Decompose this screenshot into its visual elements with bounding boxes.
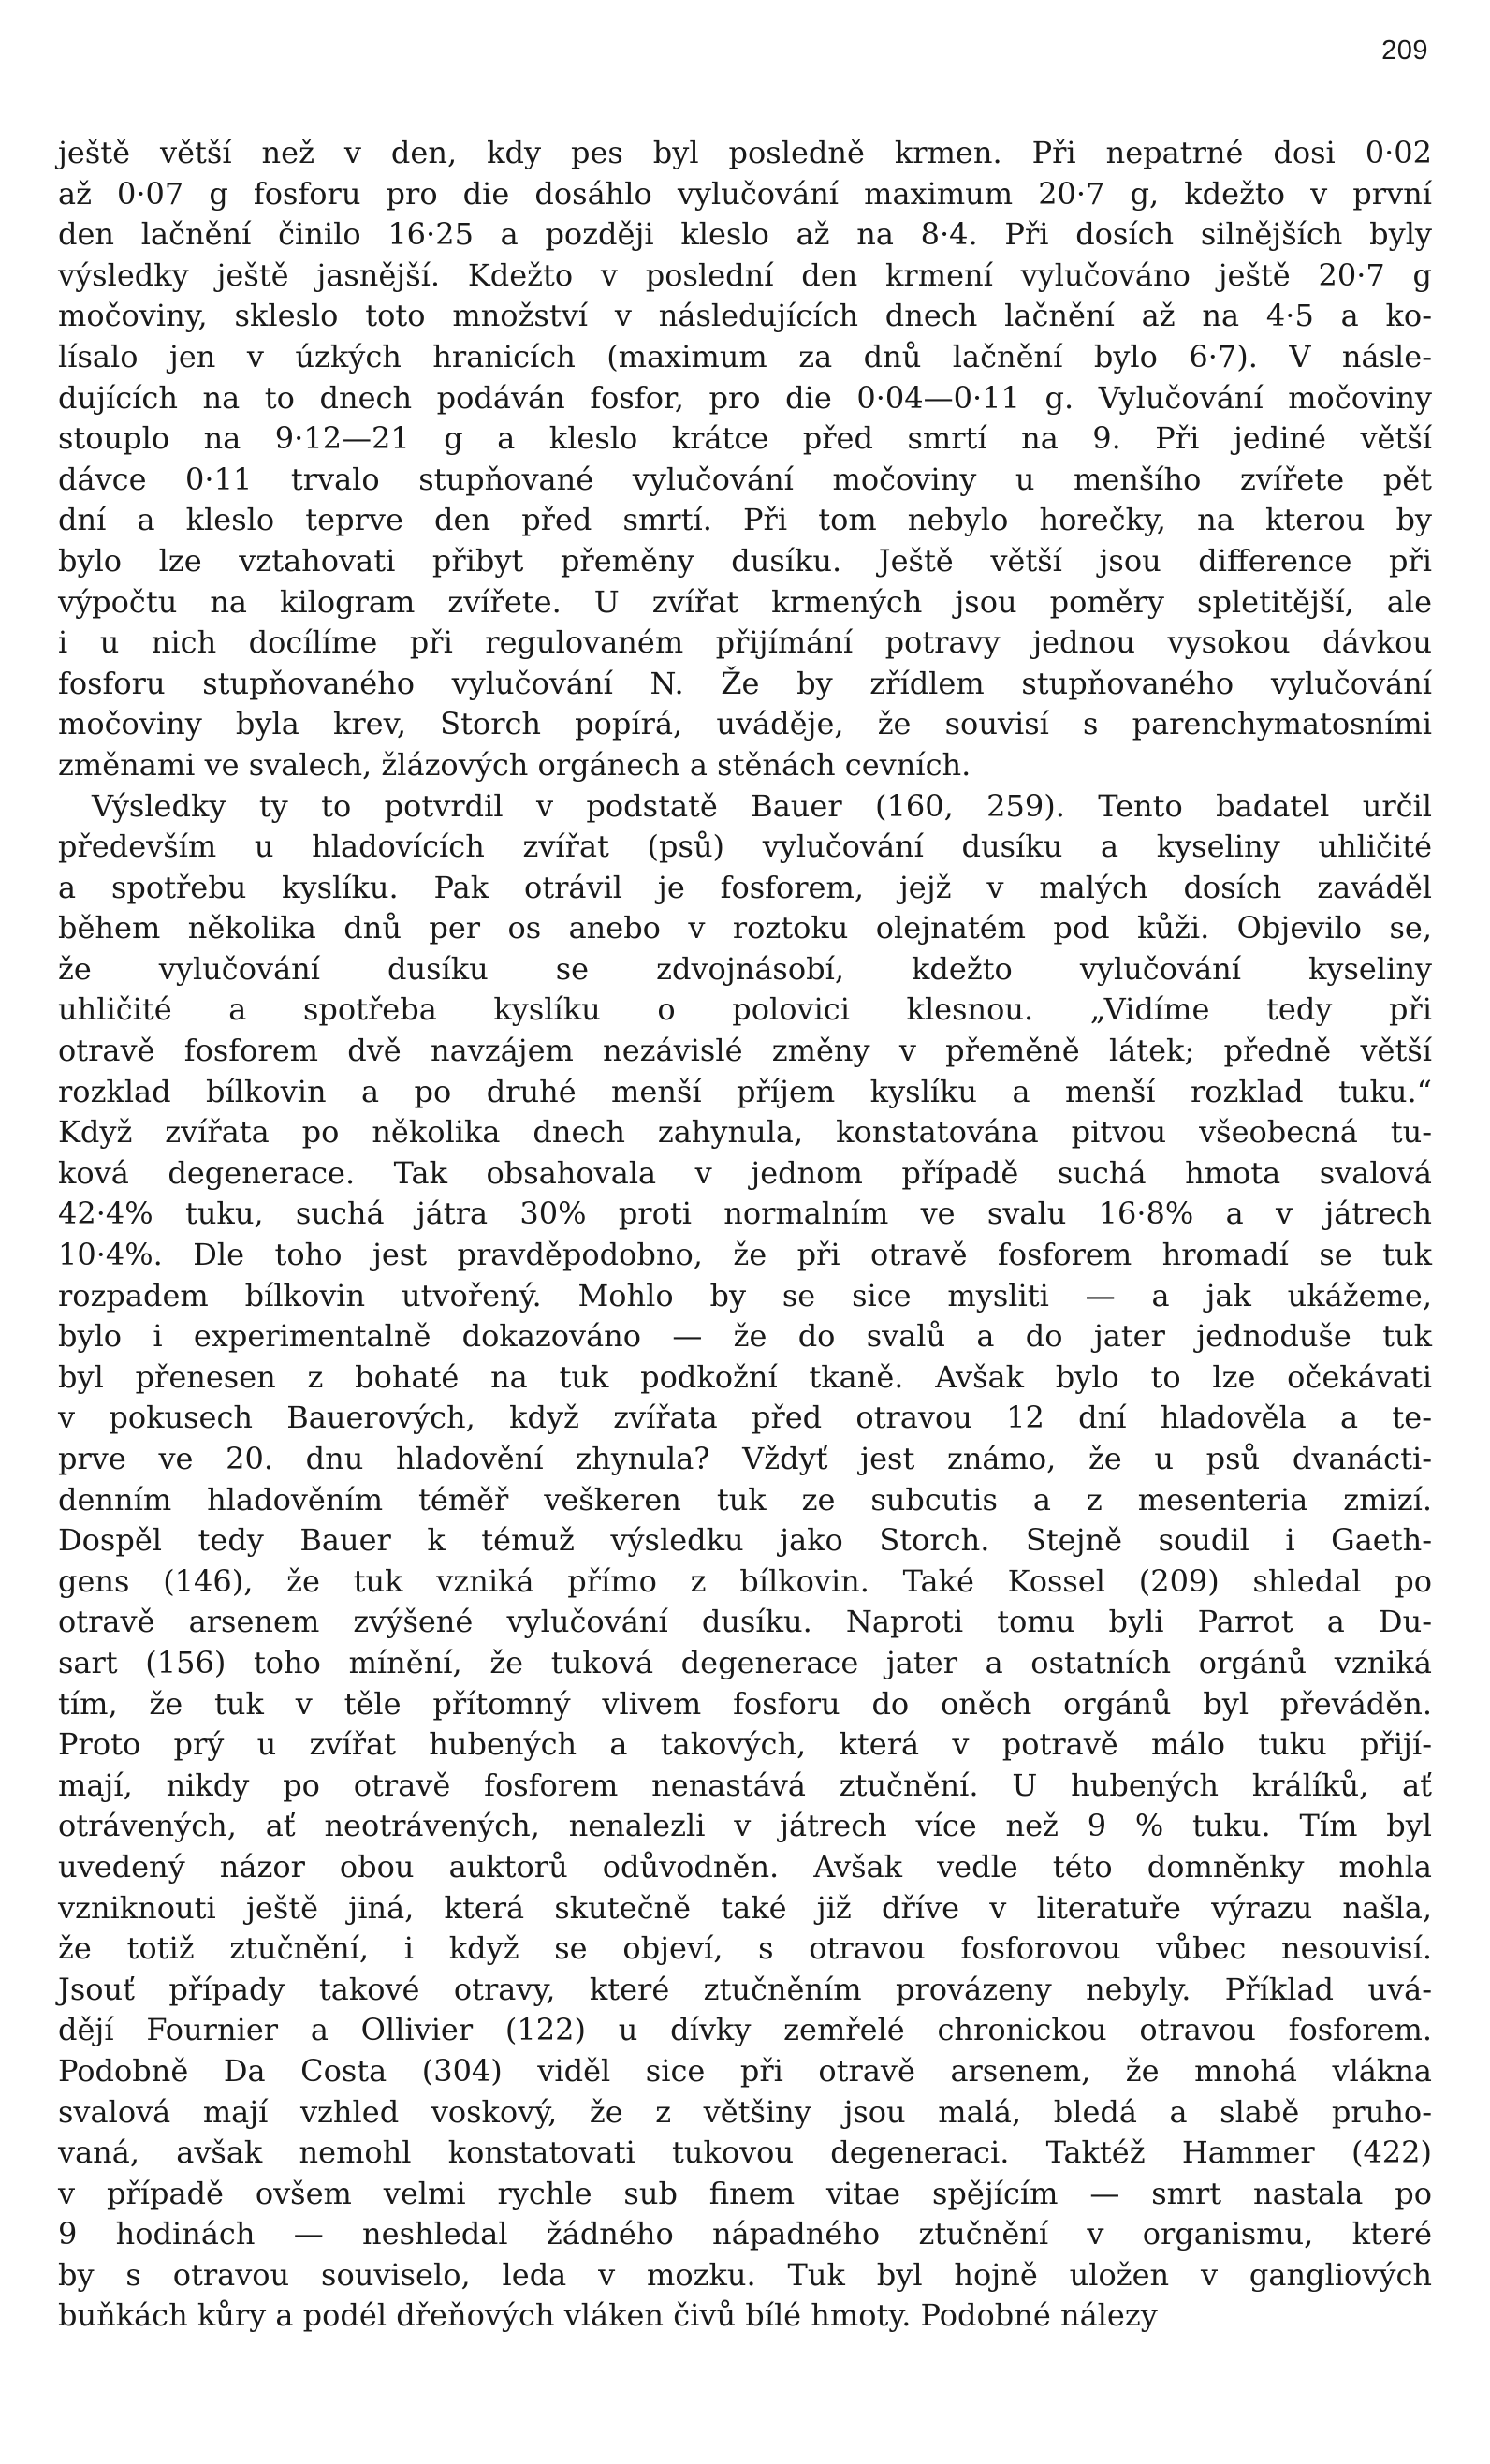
text-line: výpočtu na kilogram zvířete. U zvířat krmených jsou poměry spletitější, ale [58,583,1432,620]
text-line: 9 hodinách — neshledal žádného nápadného ztučnění v organismu, které [58,2216,1432,2252]
text-line: že vylučování dusíku se zdvojnásobí, kdežto vylučování kyseliny [58,950,1432,987]
text-line: změnami ve svalech, žlázových orgánech a stěnách cevních. [58,746,971,783]
text-line: výsledky ještě jasnější. Kdežto v poslední den krmení vylučováno ještě 20·7 g [58,257,1432,293]
text-line: otravě fosforem dvě navzájem nezávislé změny v přeměně látek; předně větší [58,1033,1432,1069]
text-line: v případě ovšem velmi rychle sub finem vitae spějícím — smrt nastala po [58,2175,1432,2211]
text-line: Podobně Da Costa (304) viděl sice při otravě arsenem, že mnohá vlákna [58,2052,1432,2089]
text-line: ková degenerace. Tak obsahovala v jednom případě suchá hmota svalová [58,1154,1432,1191]
text-line: Jsouť případy takové otravy, které ztučněním provázeny nebyly. Příklad uvá- [58,1971,1432,2007]
text-line: stouplo na 9·12—21 g a kleslo krátce před smrtí na 9. Při jediné větší [58,420,1432,457]
text-line: Výsledky ty to potvrdil v podstatě Bauer (160, 259). Tento badatel určil [92,787,1432,824]
text-line: až 0·07 g fosforu pro die dosáhlo vylučování maximum 20·7 g, kdežto v první [58,175,1432,212]
text-line: uvedený názor obou auktorů odůvodněn. Avšak vedle této domněnky mohla [58,1848,1432,1885]
text-line: že totiž ztučnění, i když se objeví, s otravou fosforovou vůbec nesouvisí. [58,1930,1432,1967]
text-line: rozklad bílkovin a po druhé menší příjem kyslíku a menší rozklad tuku.“ [58,1073,1432,1109]
text-line: uhličité a spotřeba kyslíku o polovici klesnou. „Vidíme tedy při [58,991,1432,1028]
text-line: Proto prý u zvířat hubených a takových, která v potravě málo tuku přijí- [58,1726,1432,1763]
text-line: sart (156) toho mínění, že tuková degenerace jater a ostatních orgánů vzniká [58,1644,1432,1680]
text-line: byl přenesen z bohaté na tuk podkožní tkaně. Avšak bylo to lze očekávati [58,1358,1432,1395]
body-text [58,133,1432,2337]
text-line: Když zvířata po několika dnech zahynula, konstatována pitvou všeobecná tu- [58,1114,1432,1151]
text-line: především u hladovících zvířat (psů) vylučování dusíku a kyseliny uhličité [58,829,1432,865]
text-line: močoviny, skleslo toto množství v následujících dnech lačnění až na 4·5 a ko- [58,298,1432,334]
text-line: vzniknouti ještě jiná, která skutečně také již dříve v literatuře výrazu našla, [58,1889,1432,1926]
text-line: otravě arsenem zvýšené vylučování dusíku. Naproti tomu byli Parrot a Du- [58,1604,1432,1640]
text-line: vaná, avšak nemohl konstatovati tukovou degeneraci. Taktéž Hammer (422) [58,2134,1432,2171]
text-line: a spotřebu kyslíku. Pak otrávil je fosforem, jejž v malých dosích zaváděl [58,869,1432,905]
text-line: i u nich docílíme při regulovaném přijímání potravy jednou vysokou dávkou [58,624,1432,661]
text-line: by s otravou souviselo, leda v mozku. Tuk byl hojně uložen v gangliových [58,2256,1432,2293]
text-line: dujících na to dnech podáván fosfor, pro die 0·04—0·11 g. Vylučování močoviny [58,379,1432,416]
text-line: gens (146), že tuk vzniká přímo z bílkovin. Také Kossel (209) shledal po [58,1562,1432,1599]
text-line: během několika dnů per os anebo v roztoku olejnatém pod kůži. Objevilo se, [58,910,1432,946]
page-number: 209 [1381,36,1428,66]
text-line: dávce 0·11 trvalo stupňované vylučování močoviny u menšího zvířete pět [58,461,1432,497]
text-line: denním hladověním téměř veškeren tuk ze subcutis a z mesenteria zmizí. [58,1481,1432,1518]
text-line: rozpadem bílkovin utvořený. Mohlo by se sice mysliti — a jak ukážeme, [58,1277,1432,1313]
text-line: otrávených, ať neotrávených, nenalezli v játrech více než 9 % tuku. Tím byl [58,1808,1432,1844]
text-line: 42·4% tuku, suchá játra 30% proti normalním ve svalu 16·8% a v játrech [58,1195,1432,1232]
text-line: bylo lze vztahovati přibyt přeměny dusíku. Ještě větší jsou difference při [58,542,1432,579]
text-line: v pokusech Bauerových, když zvířata před otravou 12 dní hladověla a te- [58,1400,1432,1436]
text-line: tím, že tuk v těle přítomný vlivem fosforu do oněch orgánů byl převáděn. [58,1685,1432,1722]
text-line: lísalo jen v úzkých hranicích (maximum za dnů lačnění bylo 6·7). V násle- [58,338,1432,374]
text-line: močoviny byla krev, Storch popírá, uváděje, že souvisí s parenchymatosními [58,706,1432,742]
text-line: Dospěl tedy Bauer k témuž výsledku jako Storch. Stejně soudil i Gaeth- [58,1522,1432,1559]
text-line: bylo i experimentalně dokazováno — že do svalů a do jater jednoduše tuk [58,1318,1432,1355]
text-line: ještě větší než v den, kdy pes byl posledně krmen. Při nepatrné dosi 0·02 [58,135,1432,170]
text-line: dějí Fournier a Ollivier (122) u dívky zemřelé chronickou otravou fosforem. [58,2012,1432,2048]
text-line: svalová mají vzhled voskový, že z většiny jsou malá, bledá a slabě pruho- [58,2093,1432,2130]
text-line: 10·4%. Dle toho jest pravděpodobno, že při otravě fosforem hromadí se tuk [58,1237,1432,1273]
text-line: mají, nikdy po otravě fosforem nenastává ztučnění. U hubených králíků, ať [58,1767,1432,1803]
text-line: buňkách kůry a podél dřeňových vláken čivů bílé hmoty. Podobné nálezy [58,2297,1158,2334]
text-line: den lačnění činilo 16·25 a později kleslo až na 8·4. Při dosích silnějších byly [58,216,1432,253]
text-line: prve ve 20. dnu hladovění zhynula? Vždyť jest známo, že u psů dvanácti- [58,1441,1432,1476]
text-line: fosforu stupňovaného vylučování N. Že by zřídlem stupňovaného vylučování [58,665,1432,701]
text-line: dní a kleslo teprve den před smrtí. Při tom nebylo horečky, na kterou by [58,502,1432,538]
